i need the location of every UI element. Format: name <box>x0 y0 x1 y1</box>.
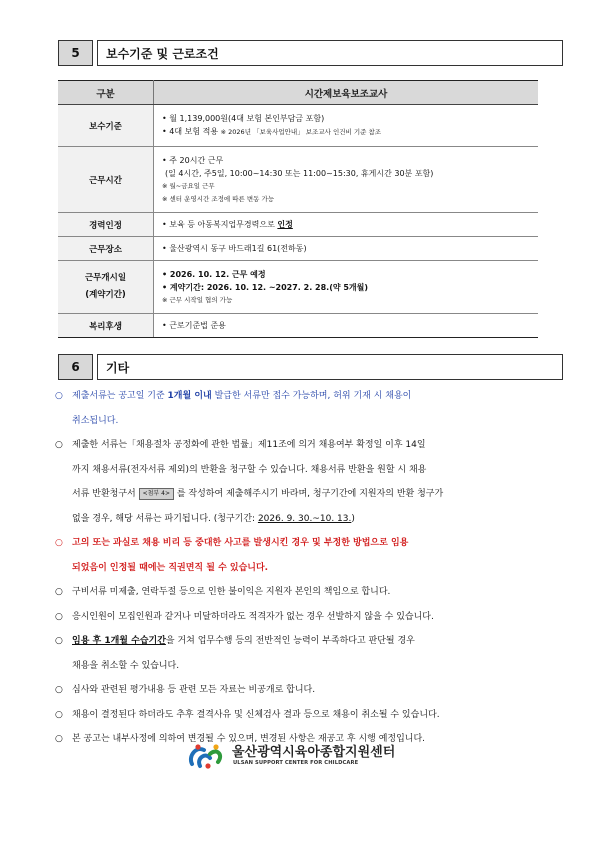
career-text: 보육 등 아동복지업무경력으로 <box>169 220 275 229</box>
start-value: • 2026. 10. 12. 근무 예정 • 계약기간: 2026. 10. 12. ~2027. 2. 28.(약 5개월) ※ 근무 시작일 협의 가능 <box>154 261 539 314</box>
career-emphasis: 인정 <box>277 220 293 229</box>
note-marker: ○ <box>55 391 63 401</box>
header-category: 구분 <box>58 81 154 105</box>
section-6-header <box>58 354 563 380</box>
start-line-3: ※ 근무 시작일 협의 가능 <box>162 295 233 304</box>
note-2-line-4c: ) <box>351 513 355 524</box>
notes-list <box>55 384 555 752</box>
note-7 <box>55 678 555 703</box>
probation-emphasis: 임용 후 1개월 수습기간 <box>72 636 166 646</box>
welfare-label: 복리후생 <box>58 314 154 338</box>
header-position: 시간제보육보조교사 <box>154 81 539 105</box>
note-1 <box>55 384 555 433</box>
note-2 <box>55 433 555 531</box>
attachment-tag: <첨부 4> <box>139 488 174 500</box>
pay-value: • 월 1,139,000원(4대 보험 본인부담금 포함) • 4대 보험 적용 ※ 2026년 「보육사업안내」 보조교사 인건비 기준 참조 <box>154 105 539 147</box>
pay-line-1: 월 1,139,000원(4대 보험 본인부담금 포함) <box>169 114 325 123</box>
hours-line-4: ※ 센터 운영시간 조정에 따른 변동 가능 <box>162 194 275 203</box>
pay-label: 보수기준 <box>58 105 154 147</box>
start-line-1: 2026. 10. 12. 근무 예정 <box>169 269 266 279</box>
note-6 <box>55 629 555 678</box>
note-5 <box>55 605 555 630</box>
start-line-2-value: 2026. 10. 12. ~2027. 2. 28.(약 5개월) <box>206 282 369 292</box>
place-text: 울산광역시 동구 바드래1길 61(전하동) <box>169 244 307 253</box>
place-value: • 울산광역시 동구 바드래1길 61(전하동) <box>154 237 539 261</box>
note-1-text-a: 제출서류는 공고일 기준 <box>72 391 168 401</box>
hours-line-3: ※ 월~금요일 근무 <box>162 181 215 190</box>
section-6-title: 기타 <box>97 354 563 380</box>
note-2-line-3a: 서류 반환청구서 <box>72 489 136 499</box>
note-marker: ○ <box>55 685 63 695</box>
table-row-place <box>58 237 538 261</box>
section-5-title: 보수기준 및 근로조건 <box>97 40 563 66</box>
career-label: 경력인정 <box>58 213 154 237</box>
hours-line-2: (일 4시간, 주5일, 10:00~14:30 또는 11:00~15:30, 휴게시간 30분 포함) <box>165 168 434 178</box>
note-6-text-c: 채용을 취소할 수 있습니다. <box>72 660 180 671</box>
note-1-text-c: 발급한 서류만 접수 가능하며, 허위 기재 시 채용이 <box>211 391 412 401</box>
note-marker: ○ <box>55 440 63 450</box>
note-5-text: 응시인원이 모집인원과 같거나 미달하더라도 적격자가 없는 경우 선발하지 않을 수 있습니다. <box>72 611 434 622</box>
note-8-text: 채용이 결정된다 하더라도 추후 결격사유 및 신체검사 결과 등으로 채용이 취소될 수 있습니다. <box>72 709 440 720</box>
table-row-career <box>58 213 538 237</box>
hours-value: • 주 20시간 근무 (일 4시간, 주5일, 10:00~14:30 또는 11:00~15:30, 휴게시간 30분 포함) ※ 월~금요일 근무 ※ 센터 운영시간 조정에 따른 변동 가능 <box>154 147 539 213</box>
table-header-row <box>58 81 538 105</box>
note-marker: ○ <box>55 734 63 744</box>
note-9-text: 본 공고는 내부사정에 의하여 변경될 수 있으며, 변경된 사항은 재공고 후 시행 예정입니다. <box>72 734 426 744</box>
welfare-value: • 근로기준법 준용 <box>154 314 539 338</box>
footer-logo-block <box>0 740 600 770</box>
pay-line-2: 4대 보험 적용 <box>169 127 219 136</box>
org-name-english: ULSAN SUPPORT CENTER FOR CHILDCARE <box>233 760 359 766</box>
note-3 <box>55 531 555 580</box>
table-row-welfare <box>58 314 538 338</box>
note-8 <box>55 703 555 728</box>
note-marker: ○ <box>55 538 63 548</box>
section-6-number: 6 <box>58 354 93 380</box>
note-4 <box>55 580 555 605</box>
section-5-header <box>58 40 563 66</box>
note-marker: ○ <box>55 636 63 646</box>
note-3-line-1: 고의 또는 과실로 채용 비리 등 중대한 사고를 발생시킨 경우 및 부정한 방법으로 임용 <box>72 538 409 548</box>
career-value: • 보육 등 아동복지업무경력으로 인정 <box>154 213 539 237</box>
compensation-table <box>58 80 538 338</box>
note-2-line-1: 제출한 서류는「채용절차 공정화에 관한 법률」제11조에 의거 채용여부 확정일 이후 14일 <box>72 440 426 450</box>
org-name-korean: 울산광역시육아종합지원센터 <box>232 745 396 760</box>
place-label: 근무장소 <box>58 237 154 261</box>
note-2-line-3b: 를 작성하여 제출해주시기 바라며, 청구기간에 지원자의 반환 청구가 <box>176 489 444 499</box>
table-row-pay <box>58 105 538 147</box>
table-row-hours <box>58 147 538 213</box>
note-6-text-b: 을 거쳐 업무수행 등의 전반적인 능력이 부족하다고 판단될 경우 <box>165 636 415 646</box>
note-4-text: 구비서류 미제출, 연락두절 등으로 인한 불이익은 지원자 본인의 책임으로 합니다. <box>72 587 391 597</box>
pay-line-2-note: ※ 2026년 「보육사업안내」 보조교사 인건비 기준 참조 <box>220 128 382 136</box>
start-line-2-label: 계약기간: <box>169 282 205 292</box>
start-label-1: 근무개시일 <box>84 273 127 283</box>
welfare-text: 근로기준법 준용 <box>169 321 226 330</box>
table-row-start <box>58 261 538 314</box>
note-marker: ○ <box>55 709 63 720</box>
note-7-text: 심사와 관련된 평가내용 등 관련 모든 자료는 비공개로 합니다. <box>72 685 316 695</box>
note-marker: ○ <box>55 611 63 622</box>
section-5-number: 5 <box>58 40 93 66</box>
note-3-line-2: 되었음이 인정될 때에는 직권면직 될 수 있습니다. <box>72 562 269 573</box>
note-marker: ○ <box>55 587 63 597</box>
childcare-center-logo-icon <box>186 742 226 770</box>
claim-period: 2026. 9. 30.~10. 13. <box>257 513 352 524</box>
note-2-line-2: 까지 채용서류(전자서류 제외)의 반환을 청구할 수 있습니다. 채용서류 반환을 원할 시 채용 <box>72 464 427 475</box>
hours-label: 근무시간 <box>58 147 154 213</box>
start-label-2: (계약기간) <box>85 290 126 300</box>
note-1-emphasis: 1개월 이내 <box>167 391 212 401</box>
note-2-line-4a: 없을 경우, 해당 서류는 파기됩니다. (청구기간: <box>72 513 258 524</box>
hours-line-1: 주 20시간 근무 <box>169 155 224 165</box>
start-label <box>58 261 154 314</box>
note-1-text-d: 취소됩니다. <box>72 415 119 426</box>
